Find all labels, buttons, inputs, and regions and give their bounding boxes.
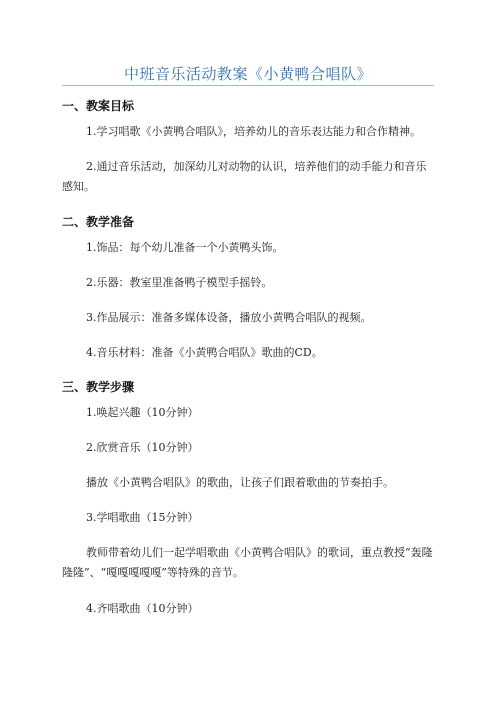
paragraph: 2.乐器：教室里准备鸭子模型手摇铃。 (86, 276, 273, 289)
document-title: 中班音乐活动教案《小黄鸭合唱队》 (123, 65, 372, 83)
paragraph: 3.作品展示：准备多媒体设备，播放小黄鸭合唱队的视频。 (86, 311, 372, 324)
paragraph: 4.齐唱歌曲（10分钟） (86, 602, 199, 615)
paragraph: 1.唤起兴趣（10分钟） (86, 406, 199, 419)
paragraph: 教师带着幼儿们一起学唱歌曲《小黄鸭合唱队》的歌词，重点教授“轰隆隆隆”、“嘎嘎嘎嘎嘎”等特殊的音节。 (62, 546, 433, 579)
section-heading-goals: 一、教案目标 (62, 99, 135, 113)
section-heading-preparation: 二、教学准备 (62, 215, 135, 229)
paragraph: 4.音乐材料：准备《小黄鸭合唱队》歌曲的CD。 (86, 346, 323, 359)
paragraph: 3.学唱歌曲（15分钟） (86, 511, 199, 524)
paragraph: 1.饰品：每个幼儿准备一个小黄鸭头饰。 (86, 241, 284, 254)
paragraph: 播放《小黄鸭合唱队》的歌曲，让孩子们跟着歌曲的节奏拍手。 (86, 476, 394, 489)
title-divider (62, 85, 434, 86)
paragraph: 2.欣赏音乐（10分钟） (86, 441, 199, 454)
paragraph: 2.通过音乐活动，加深幼儿对动物的认识，培养他们的动手能力和音乐感知。 (62, 160, 427, 193)
section-heading-steps: 三、教学步骤 (62, 380, 135, 394)
paragraph: 1.学习唱歌《小黄鸭合唱队》，培养幼儿的音乐表达能力和合作精神。 (86, 125, 421, 138)
